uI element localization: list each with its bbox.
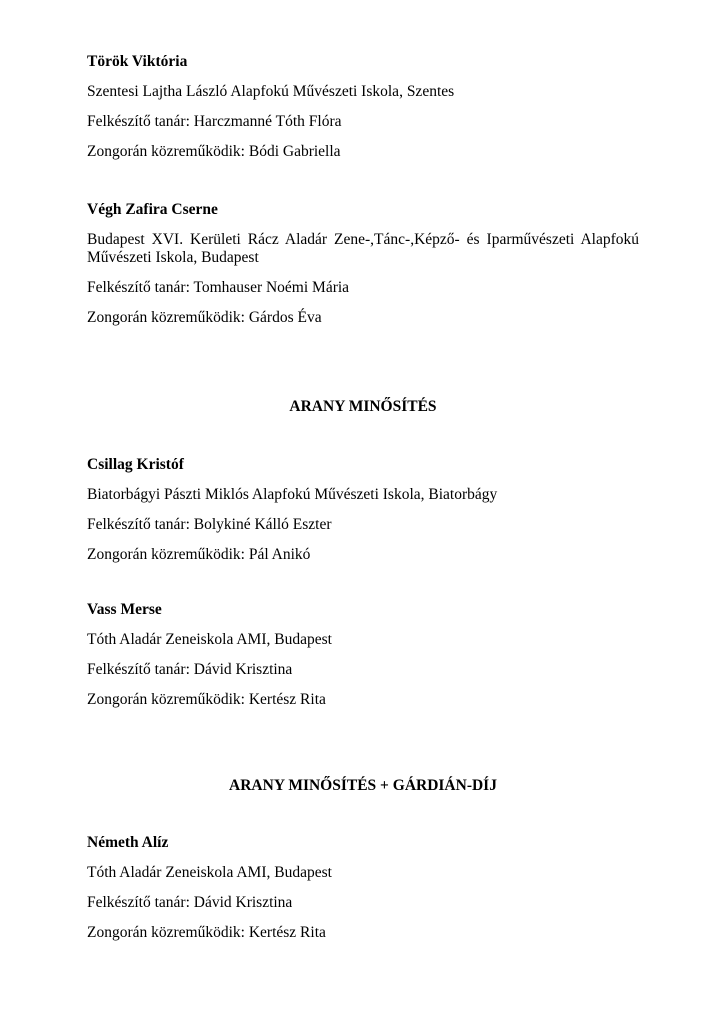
- document-page: [87, 0, 639, 1024]
- participant-school: Tóth Aladár Zeneiskola AMI, Budapest: [87, 864, 332, 881]
- participant-entry: [87, 834, 639, 942]
- participant-teacher: Felkészítő tanár: Dávid Krisztina: [87, 661, 293, 678]
- participant-teacher: Felkészítő tanár: Tomhauser Noémi Mária: [87, 279, 350, 296]
- participant-teacher: Felkészítő tanár: Bolykiné Kálló Eszter: [87, 516, 332, 533]
- participant-accompanist: Zongorán közreműködik: Pál Anikó: [87, 546, 311, 563]
- participant-entry: [87, 201, 639, 327]
- section-heading: ARANY MINŐSÍTÉS + GÁRDIÁN-DÍJ: [229, 777, 497, 794]
- participant-accompanist: Zongorán közreműködik: Bódi Gabriella: [87, 143, 341, 160]
- participant-school: Budapest XVI. Kerületi Rácz Aladár Zene-,Tánc-,Képző- és Iparművészeti Alapfokú Művészeti Iskola, Budapest: [87, 231, 639, 266]
- participant-school: Szentesi Lajtha László Alapfokú Művészeti Iskola, Szentes: [87, 83, 455, 100]
- participant-name: Török Viktória: [87, 53, 188, 70]
- participant-name: Vass Merse: [87, 601, 162, 618]
- participant-school: Tóth Aladár Zeneiskola AMI, Budapest: [87, 631, 332, 648]
- participant-teacher: Felkészítő tanár: Harczmanné Tóth Flóra: [87, 113, 342, 130]
- participant-entry: [87, 601, 639, 709]
- section-heading: ARANY MINŐSÍTÉS: [289, 398, 437, 415]
- participant-name: Végh Zafira Cserne: [87, 201, 218, 218]
- participant-school: Biatorbágyi Pászti Miklós Alapfokú Művészeti Iskola, Biatorbágy: [87, 486, 498, 503]
- participant-accompanist: Zongorán közreműködik: Kertész Rita: [87, 691, 326, 708]
- participant-accompanist: Zongorán közreműködik: Gárdos Éva: [87, 309, 322, 326]
- participant-accompanist: Zongorán közreműködik: Kertész Rita: [87, 924, 326, 941]
- participant-teacher: Felkészítő tanár: Dávid Krisztina: [87, 894, 293, 911]
- participant-name: Németh Alíz: [87, 834, 169, 851]
- participant-name: Csillag Kristóf: [87, 456, 184, 473]
- participant-entry: [87, 53, 639, 161]
- participant-entry: [87, 456, 639, 564]
